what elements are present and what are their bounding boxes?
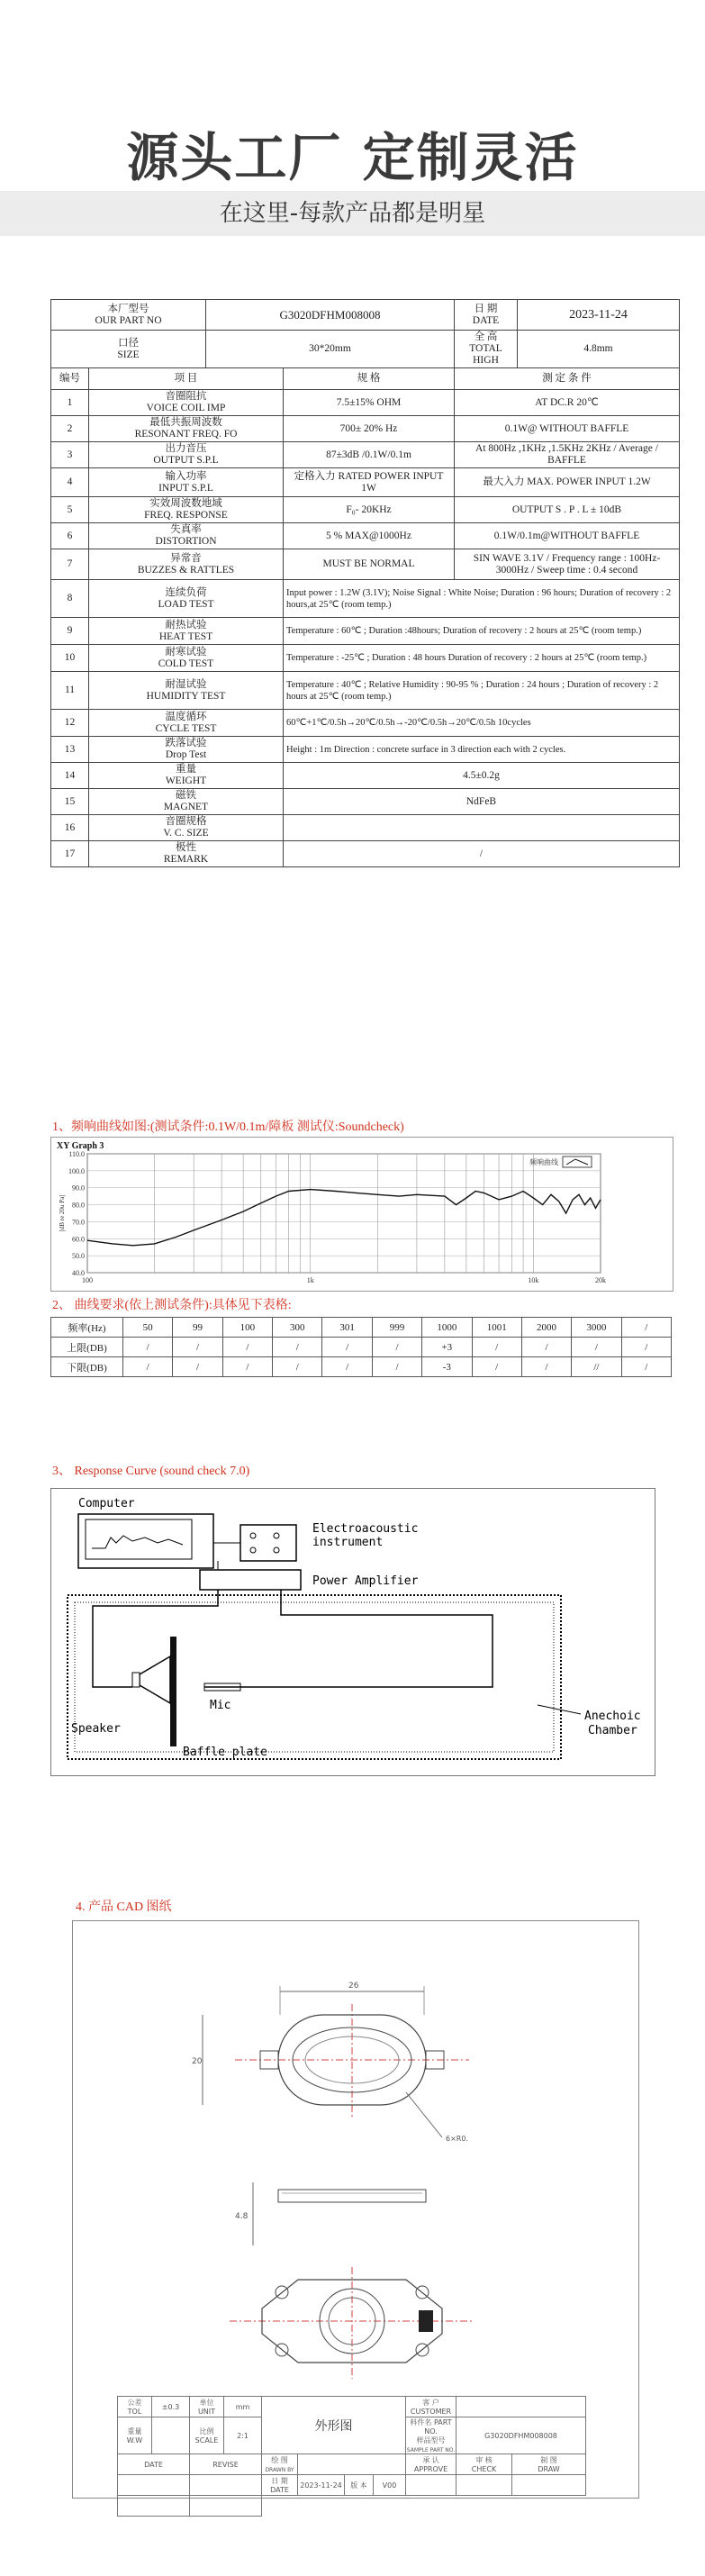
electro-label: Electroacoustic <box>312 1522 419 1536</box>
spec-row <box>51 710 680 737</box>
chamber-label: Chamber <box>588 1724 637 1737</box>
spec-row <box>51 497 680 523</box>
mic-label: Mic <box>210 1699 231 1712</box>
requirements-row-label: 上限(DB) <box>51 1338 123 1357</box>
tb-scale-label: 比例 SCALE <box>190 2417 224 2454</box>
tb-approve-label: 承 认 APPROVE <box>406 2454 456 2475</box>
baffle-plate <box>170 1637 176 1746</box>
part-number: G3020DFHM008008 <box>206 300 455 331</box>
banner-subtitle: 在这里-每款产品都是明星 <box>219 200 486 227</box>
amplifier-box <box>200 1570 301 1590</box>
requirements-cell: / <box>572 1338 621 1357</box>
tb-tol-label: 公差 TOL <box>118 2397 152 2417</box>
tb-check-value <box>456 2475 512 2496</box>
col-no: 编号 <box>51 368 89 390</box>
requirements-cell: / <box>521 1357 571 1377</box>
terminal-pad <box>419 2310 433 2332</box>
spec-row <box>51 468 680 497</box>
spec-row <box>51 523 680 549</box>
computer-label: Computer <box>78 1497 135 1510</box>
tb-revise-entry <box>190 2475 262 2496</box>
requirements-cell: 99 <box>173 1318 222 1338</box>
freq-section-title: 1、频响曲线如图:(测试条件:0.1W/0.1m/障板 测试仪:Soundcheck) <box>52 1120 404 1134</box>
date-value: 2023-11-24 <box>518 300 680 331</box>
tb-draw-value <box>512 2475 586 2496</box>
y-axis-label: [dB re 20u Pa] <box>59 1194 66 1232</box>
spec-row-item: 磁铁 MAGNET <box>89 789 284 815</box>
height-label: 全 高 TOTAL HIGH <box>455 331 518 368</box>
spec-row <box>51 618 680 645</box>
spec-row <box>51 549 680 580</box>
amplifier-label: Power Amplifier <box>312 1574 419 1588</box>
spec-row-item: 重量 WEIGHT <box>89 763 284 789</box>
spec-row-detail <box>284 815 680 841</box>
mic-wire <box>204 1590 493 1687</box>
tb-date-entry <box>118 2475 190 2496</box>
spec-row <box>51 789 680 815</box>
spec-row-no: 10 <box>51 645 89 672</box>
requirements-cell: / <box>372 1357 421 1377</box>
size-label: 口径 SIZE <box>51 331 206 368</box>
col-cond: 测 定 条 件 <box>455 368 680 390</box>
tb-ver-label: 版 本 <box>345 2475 374 2496</box>
spec-row-cond: OUTPUT S . P . L ± 10dB <box>455 497 680 523</box>
x-tick-label: 20k <box>595 1276 606 1284</box>
requirements-cell: 301 <box>322 1318 372 1338</box>
requirements-cell: 2000 <box>521 1318 571 1338</box>
anechoic-label: Anechoic <box>584 1710 641 1723</box>
height-value: 4.8mm <box>518 331 680 368</box>
spec-row-detail: Temperature : -25℃ ; Duration : 48 hours Duration of recovery : 2 hours at 25℃ (room temp.) <box>284 645 680 672</box>
spec-row-detail: 4.5±0.2g <box>284 763 680 789</box>
spec-row <box>51 645 680 672</box>
requirements-cell: 50 <box>123 1318 173 1338</box>
spec-row-item: 出力音压 OUTPUT S.P.L <box>89 442 284 468</box>
tb-date-header: DATE <box>118 2454 190 2475</box>
spec-row-no: 13 <box>51 737 89 763</box>
speaker-wire <box>93 1590 218 1687</box>
cad-title-block <box>117 2396 586 2517</box>
baffle-label: Baffle plate <box>183 1746 267 1759</box>
requirements-cell: 1001 <box>472 1318 521 1338</box>
spec-row-spec: 5 % MAX@1000Hz <box>284 523 455 549</box>
tb-check-label: 审 核 CHECK <box>456 2454 512 2475</box>
tb-date-label: 日 期 DATE <box>262 2475 298 2496</box>
requirements-row <box>51 1357 672 1377</box>
tb-date-value: 2023-11-24 <box>298 2475 345 2496</box>
requirements-cell: -3 <box>422 1357 472 1377</box>
instrument-knob <box>274 1533 279 1538</box>
y-tick-label: 110.0 <box>68 1150 85 1158</box>
col-spec: 规 格 <box>284 368 455 390</box>
spec-row-spec: 7.5±15% OHM <box>284 390 455 416</box>
requirements-cell: / <box>273 1357 322 1377</box>
speaker-magnet <box>132 1673 140 1687</box>
requirements-cell: / <box>173 1338 222 1357</box>
test-setup-svg <box>51 1489 655 1775</box>
test-setup-diagram <box>50 1488 655 1776</box>
tb-tol-value: ±0.3 <box>152 2397 190 2417</box>
spec-row-no: 9 <box>51 618 89 645</box>
requirements-table <box>50 1317 672 1377</box>
plot-frame <box>87 1154 601 1273</box>
spec-row <box>51 763 680 789</box>
tb-date-entry <box>118 2496 190 2517</box>
requirements-cell: / <box>123 1338 173 1357</box>
spec-row-no: 12 <box>51 710 89 737</box>
requirements-cell: +3 <box>422 1338 472 1357</box>
y-tick-label: 40.0 <box>72 1269 85 1277</box>
spec-row-item: 跌落试验 Drop Test <box>89 737 284 763</box>
legend-label: 频响曲线 <box>529 1158 558 1166</box>
spec-row-item: 连续负荷 LOAD TEST <box>89 580 284 618</box>
spec-row-no: 3 <box>51 442 89 468</box>
y-tick-label: 80.0 <box>72 1201 85 1210</box>
spec-row-item: 音圈规格 V. C. SIZE <box>89 815 284 841</box>
requirements-cell: 999 <box>372 1318 421 1338</box>
spec-row <box>51 390 680 416</box>
requirements-cell: / <box>472 1338 521 1357</box>
banner <box>0 0 705 232</box>
spec-row-no: 17 <box>51 841 89 867</box>
requirements-cell: 1000 <box>422 1318 472 1338</box>
requirements-cell: / <box>123 1357 173 1377</box>
spec-row-item: 音圈阻抗 VOICE COIL IMP <box>89 390 284 416</box>
speaker-label: Speaker <box>71 1722 121 1736</box>
x-tick-label: 100 <box>82 1276 93 1284</box>
spec-row-cond: 最大入力 MAX. POWER INPUT 1.2W <box>455 468 680 497</box>
tb-revise-header: REVISE <box>190 2454 262 2475</box>
spec-row-cond: 0.1W/0.1m@WITHOUT BAFFLE <box>455 523 680 549</box>
tb-unit-label: 单位 UNIT <box>190 2397 224 2417</box>
spec-body <box>51 390 680 867</box>
tb-drawing-name: 外形图 <box>262 2397 406 2454</box>
requirements-cell: / <box>621 1318 671 1338</box>
tb-unit-value: mm <box>224 2397 262 2417</box>
requirements-body <box>51 1318 672 1377</box>
screen-curve <box>92 1536 183 1548</box>
tb-scale-value: 2:1 <box>224 2417 262 2454</box>
instrument-box <box>240 1525 296 1561</box>
y-tick-label: 90.0 <box>72 1184 85 1193</box>
spec-row-spec: MUST BE NORMAL <box>284 549 455 580</box>
tb-weight-value <box>152 2417 190 2454</box>
requirements-cell: / <box>322 1338 372 1357</box>
spec-row-item: 最低共振周波数 RESONANT FREQ. FO <box>89 416 284 442</box>
y-tick-label: 100.0 <box>68 1166 85 1175</box>
spec-row-item: 实效周波数地域 FREQ. RESPONSE <box>89 497 284 523</box>
requirements-title: 2、 曲线要求(依上测试条件):具体见下表格: <box>52 1299 292 1312</box>
requirements-cell: 300 <box>273 1318 322 1338</box>
tb-drawn-value <box>298 2454 406 2475</box>
spec-row-detail: Input power : 1.2W (3.1V); Noise Signal : White Noise; Duration : 96 hours; Duration of recovery : 2 hours,at 25℃ (room temp.) <box>284 580 680 618</box>
tb-weight-label: 重量 W.W <box>118 2417 152 2454</box>
requirements-cell: / <box>372 1338 421 1357</box>
spec-row-detail: Height : 1m Direction : concrete surface in 3 direction each with 2 cycles. <box>284 737 680 763</box>
requirements-row-label: 下限(DB) <box>51 1357 123 1377</box>
dim-thickness: 4.8 <box>235 2212 249 2221</box>
spec-row-no: 15 <box>51 789 89 815</box>
requirements-cell: // <box>572 1357 621 1377</box>
anechoic-chamber-inner <box>75 1602 554 1752</box>
spec-row-item: 极性 REMARK <box>89 841 284 867</box>
spec-row-detail: / <box>284 841 680 867</box>
series-line <box>87 1190 601 1246</box>
tb-customer-label: 客 户 CUSTOMER <box>406 2397 456 2417</box>
col-item: 项 目 <box>89 368 284 390</box>
spec-row <box>51 442 680 468</box>
speaker-icon <box>140 1656 170 1703</box>
spec-row-cond: At 800Hz ,1KHz ,1.5KHz 2KHz / Average / BAFFLE <box>455 442 680 468</box>
spec-row-no: 16 <box>51 815 89 841</box>
spec-row-no: 14 <box>51 763 89 789</box>
cad-title: 4. 产品 CAD 图纸 <box>76 1900 172 1914</box>
y-tick-label: 70.0 <box>72 1218 85 1227</box>
spec-row <box>51 416 680 442</box>
spec-row <box>51 737 680 763</box>
spec-row <box>51 580 680 618</box>
spec-row-item: 失真率 DISTORTION <box>89 523 284 549</box>
dim-width: 26 <box>348 1982 359 1991</box>
instrument-label: instrument <box>312 1536 384 1549</box>
requirements-cell: / <box>521 1338 571 1357</box>
frequency-response-graph <box>50 1137 673 1292</box>
spec-row-cond: 0.1W@ WITHOUT BAFFLE <box>455 416 680 442</box>
requirements-cell: / <box>322 1357 372 1377</box>
spec-row-no: 6 <box>51 523 89 549</box>
requirements-cell: / <box>472 1357 521 1377</box>
x-tick-label: 10k <box>528 1276 539 1284</box>
spec-row <box>51 672 680 710</box>
spec-table <box>50 299 680 867</box>
spec-row-no: 8 <box>51 580 89 618</box>
spec-row-spec: F₀- 20KHz <box>284 497 455 523</box>
tb-drawn-label: 绘 图 DRAWN BY <box>262 2454 298 2475</box>
spec-row-spec: 700± 20% Hz <box>284 416 455 442</box>
spec-row-detail: 60℃+1℃/0.5h→20℃/0.5h→-20℃/0.5h→20℃/0.5h 10cycles <box>284 710 680 737</box>
date-label: 日 期 DATE <box>455 300 518 331</box>
spec-row-spec: 定格入力 RATED POWER INPUT 1W <box>284 468 455 497</box>
leader-line <box>538 1705 581 1714</box>
y-tick-label: 60.0 <box>72 1235 85 1244</box>
spec-row-no: 4 <box>51 468 89 497</box>
note-label: 6×R0. <box>446 2135 468 2143</box>
spec-row-detail: Temperature : 40℃ ; Relative Humidity : 90-95 % ; Duration : 24 hours ; Duration of recovery : 2 hours at 25℃ (room temp.) <box>284 672 680 710</box>
instrument-knob <box>250 1533 256 1538</box>
spec-row-item: 异常音 BUZZES & RATTLES <box>89 549 284 580</box>
spec-row-item: 耐湿试验 HUMIDITY TEST <box>89 672 284 710</box>
requirements-cell: / <box>222 1357 272 1377</box>
tb-approve-value <box>406 2475 456 2496</box>
response-curve-title: 3、 Response Curve (sound check 7.0) <box>52 1465 250 1478</box>
leader-line <box>406 2092 442 2137</box>
requirements-cell: 100 <box>222 1318 272 1338</box>
requirements-row <box>51 1318 672 1338</box>
requirements-cell: / <box>273 1338 322 1357</box>
tb-draw-label: 制 图 DRAW <box>512 2454 586 2475</box>
spec-row-item: 耐热试验 HEAT TEST <box>89 618 284 645</box>
spec-row-cond: AT DC.R 20℃ <box>455 390 680 416</box>
spec-row-no: 2 <box>51 416 89 442</box>
requirements-cell: / <box>621 1357 671 1377</box>
tb-ver-value: V00 <box>374 2475 406 2496</box>
our-part-label: 本厂型号 OUR PART NO <box>51 300 206 331</box>
spec-row-no: 1 <box>51 390 89 416</box>
anechoic-chamber <box>68 1595 561 1759</box>
spec-row-detail: Temperature : 60℃ ; Duration :48hours; Duration of recovery : 2 hours at 25℃ (room temp.) <box>284 618 680 645</box>
dim-height: 20 <box>192 2057 203 2066</box>
instrument-knob <box>250 1547 256 1553</box>
spec-row <box>51 815 680 841</box>
size-value: 30*20mm <box>206 331 455 368</box>
spec-row <box>51 841 680 867</box>
requirements-cell: / <box>173 1357 222 1377</box>
spec-row-no: 11 <box>51 672 89 710</box>
banner-band <box>0 191 705 236</box>
x-tick-label: 1k <box>306 1276 314 1284</box>
requirements-row-label: 频率(Hz) <box>51 1318 123 1338</box>
banner-title: 源头工厂 定制灵活 <box>126 127 579 188</box>
spec-row-no: 7 <box>51 549 89 580</box>
tb-revise-entry <box>190 2496 262 2517</box>
requirements-cell: 3000 <box>572 1318 621 1338</box>
tb-customer-value <box>456 2397 586 2417</box>
spec-row-detail: NdFeB <box>284 789 680 815</box>
instrument-knob <box>274 1547 279 1553</box>
spec-row-no: 5 <box>51 497 89 523</box>
legend-box <box>563 1156 592 1167</box>
requirements-cell: / <box>222 1338 272 1357</box>
y-tick-label: 50.0 <box>72 1252 85 1261</box>
requirements-row <box>51 1338 672 1357</box>
spec-row-spec: 87±3dB /0.1W/0.1m <box>284 442 455 468</box>
frequency-response-svg <box>51 1138 673 1291</box>
spec-row-item: 输入功率 INPUT S.P.L <box>89 468 284 497</box>
spec-row-item: 耐寒试验 COLD TEST <box>89 645 284 672</box>
spec-row-item: 温度循环 CYCLE TEST <box>89 710 284 737</box>
tb-partno-value: G3020DFHM008008 <box>456 2417 586 2454</box>
computer-box <box>78 1514 213 1568</box>
tb-blank <box>262 2496 586 2517</box>
spec-row-cond: SIN WAVE 3.1V / Frequency range : 100Hz-3000Hz / Sweep time : 0.4 second <box>455 549 680 580</box>
side-view <box>278 2190 426 2202</box>
graph-title: XY Graph 3 <box>57 1141 104 1151</box>
tb-partno-label: 料件名 PART NO. 样品型号 SAMPLE PART NO. <box>406 2418 456 2454</box>
requirements-cell: / <box>621 1338 671 1357</box>
